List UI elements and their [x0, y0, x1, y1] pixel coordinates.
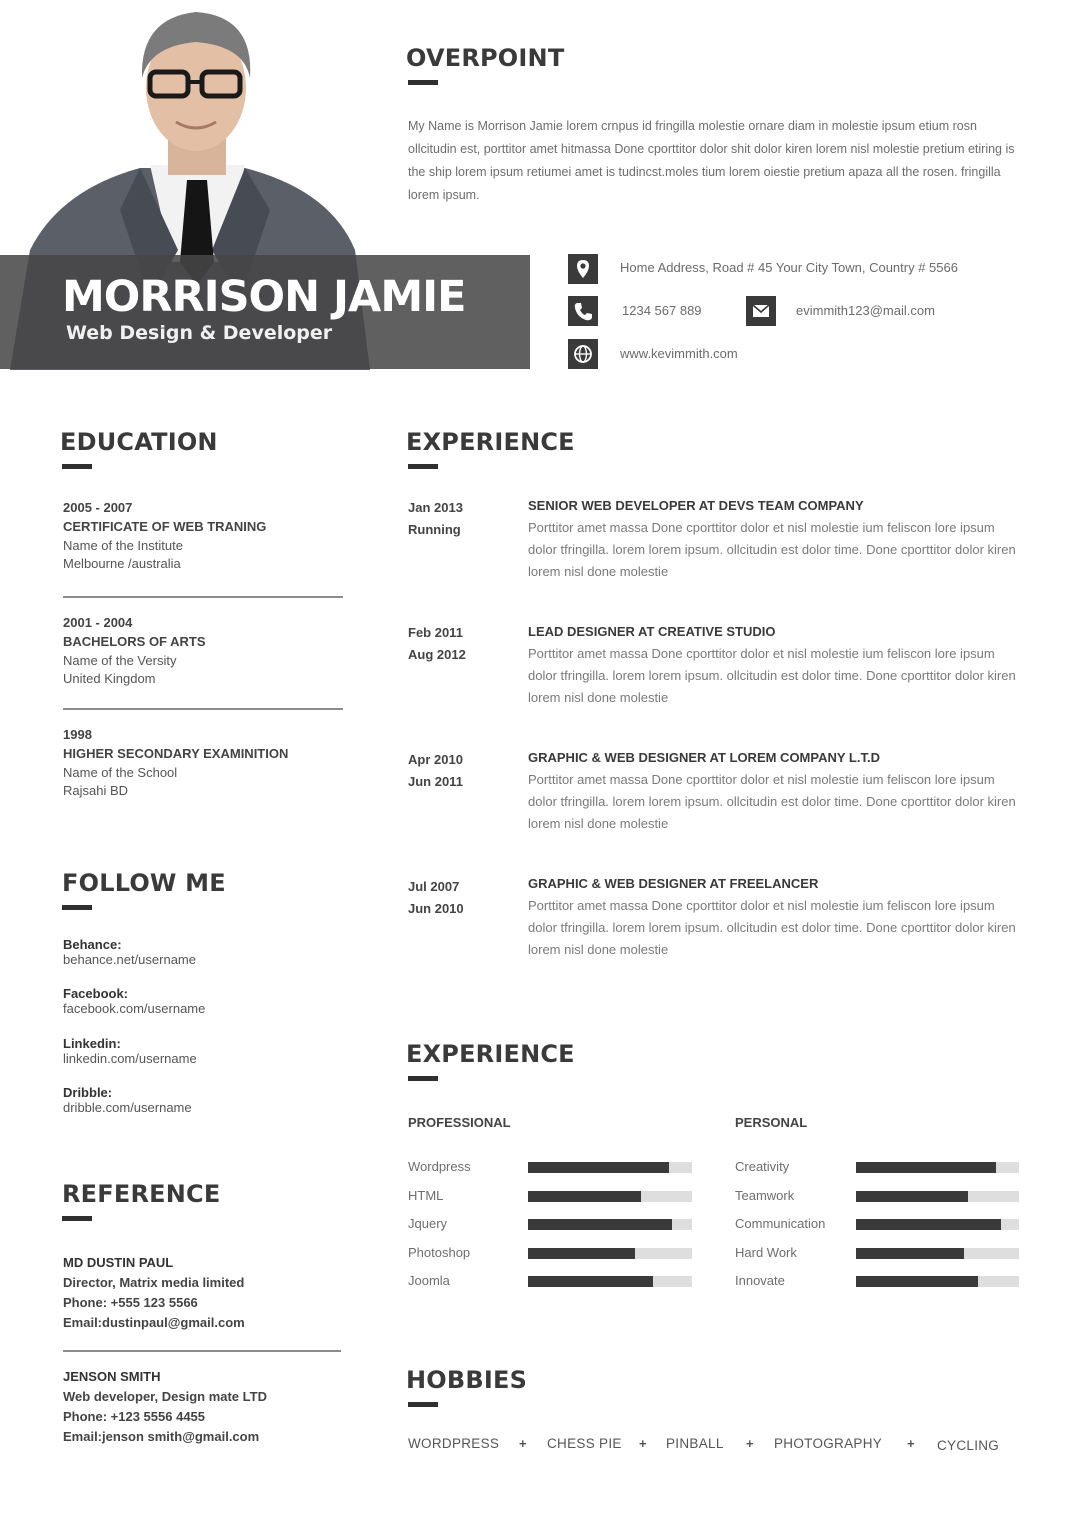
- education-item: [63, 727, 343, 798]
- education-years: 2005 - 2007: [63, 500, 133, 515]
- heading-underline: [62, 1216, 92, 1221]
- divider: [63, 1350, 341, 1352]
- heading-underline: [62, 905, 92, 910]
- separator-plus-icon: +: [907, 1436, 915, 1451]
- reference-position: Web developer, Design mate LTD: [63, 1389, 267, 1404]
- reference-item: [63, 1253, 245, 1333]
- experience-start: Jan 2013: [408, 500, 463, 515]
- hobby-item: PINBALL: [666, 1436, 724, 1451]
- follow-item-facebook: [63, 986, 205, 1016]
- hobby-item: WORDPRESS: [408, 1436, 500, 1451]
- education-title: CERTIFICATE OF WEB TRANING: [63, 519, 267, 534]
- contact-address: Home Address, Road # 45 Your City Town, Country # 5566: [620, 260, 958, 275]
- follow-item-dribble: [63, 1085, 192, 1115]
- education-title: HIGHER SECONDARY EXAMINITION: [63, 746, 289, 761]
- skill-bar-fill: [528, 1191, 641, 1202]
- professional-skills-label: PROFESSIONAL: [408, 1115, 511, 1130]
- experience-start: Apr 2010: [408, 752, 463, 767]
- education-location: United Kingdom: [63, 671, 156, 686]
- education-institute: Name of the Versity: [63, 653, 177, 668]
- skill-label: Communication: [735, 1216, 826, 1231]
- contact-website[interactable]: www.kevimmith.com: [620, 346, 738, 361]
- experience-description: Porttitor amet massa Done cporttitor dolor et nisl molestie ium feliscon lore ipsum dolor tfringilla. lorem lorem ipsum. ollcitudin est dolor time. Done cporttitor dolor kiren lorem nisl done molestie: [528, 646, 1016, 705]
- education-heading: EDUCATION: [60, 428, 218, 456]
- envelope-icon: [746, 296, 776, 326]
- separator-plus-icon: +: [746, 1436, 754, 1451]
- skill-bar-fill: [528, 1248, 635, 1259]
- reference-position: Director, Matrix media limited: [63, 1275, 245, 1290]
- experience-start: Feb 2011: [408, 625, 463, 640]
- overpoint-heading: OVERPOINT: [406, 44, 565, 72]
- reference-phone: Phone: +555 123 5566: [63, 1295, 198, 1310]
- reference-heading: REFERENCE: [62, 1180, 221, 1208]
- education-years: 2001 - 2004: [63, 615, 133, 630]
- experience-dates: [408, 497, 463, 541]
- experience-end: Jun 2010: [408, 901, 464, 916]
- experience-description: Porttitor amet massa Done cporttitor dolor et nisl molestie ium feliscon lore ipsum dolor tfringilla. lorem lorem ipsum. ollcitudin est dolor time. Done cporttitor dolor kiren lorem nisl done molestie: [528, 520, 1016, 579]
- divider: [63, 708, 343, 710]
- experience-start: Jul 2007: [408, 879, 460, 894]
- education-title: BACHELORS OF ARTS: [63, 634, 206, 649]
- follow-label: Linkedin:: [63, 1036, 121, 1051]
- experience-end: Running: [408, 522, 461, 537]
- skill-bar-track: [856, 1219, 1019, 1230]
- skill-label: Hard Work: [735, 1245, 797, 1260]
- skill-bar-fill: [856, 1248, 964, 1259]
- skill-bar-track: [528, 1191, 692, 1202]
- education-item: [63, 615, 343, 686]
- skill-label: Innovate: [735, 1273, 785, 1288]
- experience-title: GRAPHIC & WEB DESIGNER AT FREELANCER: [528, 876, 819, 891]
- skill-bar-track: [528, 1248, 692, 1259]
- skill-bar-fill: [528, 1162, 669, 1173]
- skill-label: Photoshop: [408, 1245, 471, 1260]
- reference-email: Email:dustinpaul@gmail.com: [63, 1315, 245, 1330]
- separator-plus-icon: +: [519, 1436, 527, 1451]
- follow-link[interactable]: facebook.com/username: [63, 1001, 206, 1016]
- experience-item: [528, 624, 1023, 709]
- heading-underline: [408, 464, 438, 469]
- education-years: 1998: [63, 727, 92, 742]
- contact-phone: 1234 567 889: [622, 303, 702, 318]
- experience-item: [528, 498, 1023, 583]
- separator-plus-icon: +: [639, 1436, 647, 1451]
- education-location: Melbourne /australia: [63, 556, 181, 571]
- skill-label: HTML: [408, 1188, 444, 1203]
- contact-email[interactable]: evimmith123@mail.com: [796, 303, 935, 318]
- experience-dates: [408, 876, 464, 920]
- experience-item: [528, 876, 1023, 961]
- skill-label: Wordpress: [408, 1159, 471, 1174]
- experience-description: Porttitor amet massa Done cporttitor dolor et nisl molestie ium feliscon lore ipsum dolor tfringilla. lorem lorem ipsum. ollcitudin est dolor time. Done cporttitor dolor kiren lorem nisl done molestie: [528, 898, 1016, 957]
- skill-bar-track: [528, 1219, 692, 1230]
- skill-label: Teamwork: [735, 1188, 795, 1203]
- skill-label: Jquery: [408, 1216, 448, 1231]
- skill-bar-fill: [856, 1191, 968, 1202]
- reference-phone: Phone: +123 5556 4455: [63, 1409, 206, 1424]
- heading-underline: [62, 464, 92, 469]
- experience-end: Aug 2012: [408, 647, 466, 662]
- skill-label: Creativity: [735, 1159, 790, 1174]
- skill-bar-track: [528, 1276, 692, 1287]
- experience-item: [528, 750, 1023, 835]
- skill-bar-track: [856, 1191, 1019, 1202]
- experience-dates: [408, 622, 466, 666]
- heading-underline: [408, 80, 438, 85]
- hobby-item: CHESS PIE: [547, 1436, 622, 1451]
- follow-link[interactable]: dribble.com/username: [63, 1100, 192, 1115]
- follow-label: Facebook:: [63, 986, 129, 1001]
- skills-heading: EXPERIENCE: [406, 1040, 575, 1068]
- phone-icon: [568, 296, 598, 326]
- skill-bar-fill: [528, 1219, 672, 1230]
- person-name: MORRISON JAMIE: [62, 272, 466, 322]
- personal-skills-label: PERSONAL: [735, 1115, 808, 1130]
- reference-name: MD DUSTIN PAUL: [63, 1255, 174, 1270]
- skill-bar-track: [856, 1248, 1019, 1259]
- person-role: Web Design & Developer: [66, 322, 333, 344]
- reference-name: JENSON SMITH: [63, 1369, 161, 1384]
- skill-bar-fill: [856, 1219, 1001, 1230]
- education-item: [63, 500, 343, 571]
- location-pin-icon: [568, 254, 598, 284]
- hobby-item: PHOTOGRAPHY: [774, 1436, 883, 1451]
- experience-dates: [408, 749, 463, 793]
- education-location: Rajsahi BD: [63, 783, 129, 798]
- skill-bar-fill: [856, 1276, 978, 1287]
- experience-title: GRAPHIC & WEB DESIGNER AT LOREM COMPANY L.T.D: [528, 750, 880, 765]
- experience-description: Porttitor amet massa Done cporttitor dolor et nisl molestie ium feliscon lore ipsum dolor tfringilla. lorem lorem ipsum. ollcitudin est dolor time. Done cporttitor dolor kiren lorem nisl done molestie: [528, 772, 1016, 831]
- education-institute: Name of the Institute: [63, 538, 183, 553]
- skill-bar-track: [856, 1276, 1019, 1287]
- follow-link[interactable]: behance.net/username: [63, 952, 196, 967]
- reference-item: [63, 1367, 267, 1447]
- skill-bar-fill: [528, 1276, 653, 1287]
- skill-label: Joomla: [408, 1273, 450, 1288]
- follow-item-linkedin: [63, 1036, 197, 1066]
- follow-label: Behance:: [63, 937, 122, 952]
- heading-underline: [408, 1076, 438, 1081]
- summary-text: My Name is Morrison Jamie lorem crnpus id fringilla molestie ornare diam in molestie ipsum etium rosn ollcitudin est, porttitor amet hitmassa Done cporttitor dolor shit dolor kiren lorem nisl molestie pretium etiring is the ship lorem ipsum retiumei amet is tudincst.moles tium lorem oiestie pretium apaza all the rosen. fringilla lorem ipsum.: [408, 119, 1015, 202]
- divider: [63, 596, 343, 598]
- follow-label: Dribble:: [63, 1085, 113, 1100]
- follow-item-behance: [63, 937, 196, 967]
- experience-end: Jun 2011: [408, 774, 463, 789]
- skill-bar-track: [856, 1162, 1019, 1173]
- experience-heading: EXPERIENCE: [406, 428, 575, 456]
- follow-link[interactable]: linkedin.com/username: [63, 1051, 197, 1066]
- globe-icon: [568, 339, 598, 369]
- skill-bar-fill: [856, 1162, 996, 1173]
- follow-heading: FOLLOW ME: [62, 869, 226, 897]
- reference-email: Email:jenson smith@gmail.com: [63, 1429, 260, 1444]
- hobby-item: CYCLING: [937, 1438, 1000, 1453]
- heading-underline: [408, 1402, 438, 1407]
- education-institute: Name of the School: [63, 765, 178, 780]
- experience-title: SENIOR WEB DEVELOPER AT DEVS TEAM COMPANY: [528, 498, 864, 513]
- hobbies-heading: HOBBIES: [406, 1366, 528, 1394]
- skill-bar-track: [528, 1162, 692, 1173]
- experience-title: LEAD DESIGNER AT CREATIVE STUDIO: [528, 624, 776, 639]
